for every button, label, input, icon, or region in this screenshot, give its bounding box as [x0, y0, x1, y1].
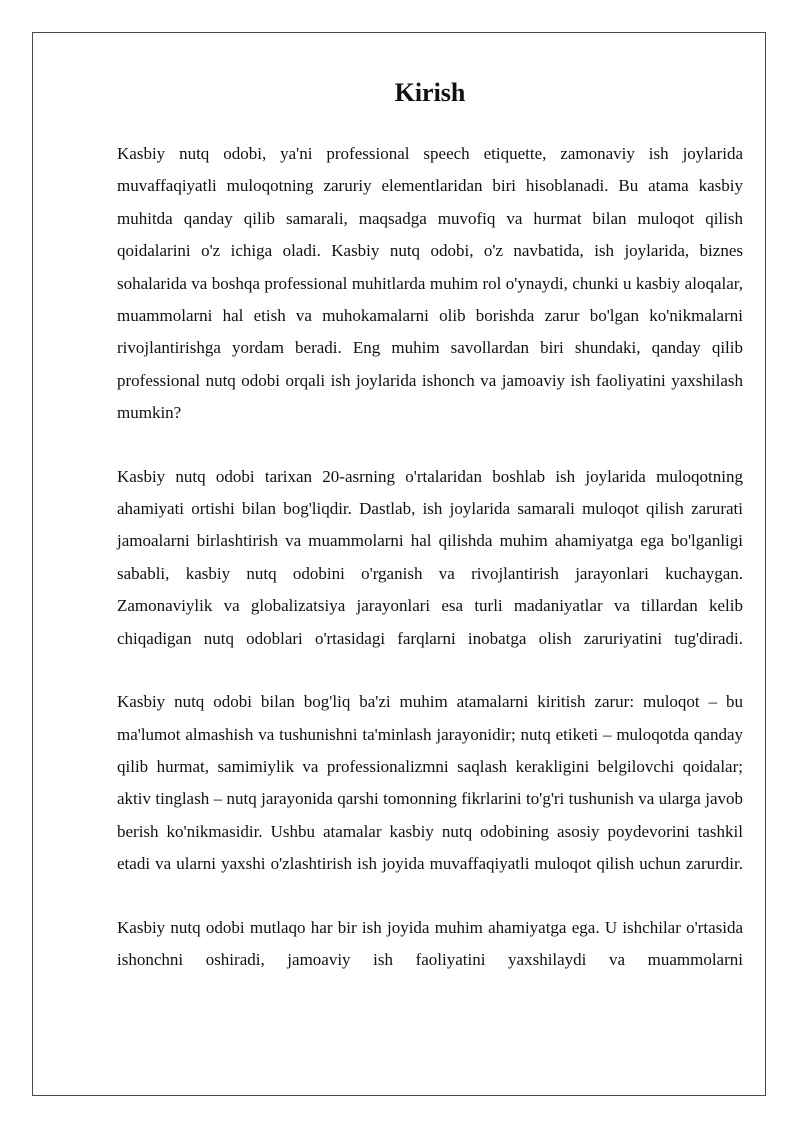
page-content — [117, 33, 743, 1007]
paragraph-3: Kasbiy nutq odobi bilan bog'liq ba'zi muhim atamalarni kiritish zarur: muloqot – bu ma'lumot almashish va tushunishni ta'minlash jarayonidir; nutq etiketi – muloqotda qanday qilib hurmat, samimiylik va professionalizmni saqlash kerakligini belgilovchi qoidalar; aktiv tinglash – nutq jarayonida qarshi tomonning fikrlarini to'g'ri tushunish va ularga javob berish ko'nikmasidir. Ushbu atamalar kasbiy nutq odobining asosiy poydevorini tashkil etadi va ularni yaxshi o'zlashtirish ish joyida muvaffaqiyatli muloqot qilish uchun zarurdir. — [117, 692, 743, 874]
paragraph-4: Kasbiy nutq odobi mutlaqo har bir ish joyida muhim ahamiyatga ega. U ishchilar o'rtasida ishonchni oshiradi, jamoaviy ish faoliyatini yaxshilaydi va muammolarni — [117, 917, 743, 969]
body-text — [117, 138, 743, 976]
document-page — [32, 32, 766, 1096]
paragraph-2: Kasbiy nutq odobi tarixan 20-asrning o'rtalaridan boshlab ish joylarida muloqotning ahamiyati ortishi bilan bog'liqdir. Dastlab, ish joylarida samarali muloqot qilish zarurati jamoalarni birlashtirish va muammolarni hal qilishda muhim ahamiyatga ega bo'lganligi sababli, kasbiy nutq odobini o'rganish va rivojlantirish jarayonlari kuchaygan. Zamonaviylik va globalizatsiya jarayonlari esa turli madaniyatlar va tillardan kelib chiqadigan nutq odoblari o'rtasidagi farqlarni inobatga olish zaruriyatini tug'diradi. — [117, 466, 743, 648]
paragraph-1: Kasbiy nutq odobi, ya'ni professional speech etiquette, zamonaviy ish joylarida muvaffaqiyatli muloqotning zaruriy elementlaridan biri hisoblanadi. Bu atama kasbiy muhitda qanday qilib samarali, maqsadga muvofiq va hurmat bilan muloqot qilish qoidalarini o'z ichiga oladi. Kasbiy nutq odobi, o'z navbatida, ish joylarida, biznes sohalarida va boshqa professional muhitlarda muhim rol o'ynaydi, chunki u kasbiy aloqalar, muammolarni hal etish va muhokamalarni olib borishda zarur bo'lgan ko'nikmalarni rivojlantirishga yordam beradi. Eng muhim savollardan biri shundaki, qanday qilib professional nutq odobi orqali ish joylarida ishonch va jamoaviy ish faoliyatini yaxshilash mumkin? — [117, 144, 743, 423]
page-title: Kirish — [394, 78, 466, 107]
